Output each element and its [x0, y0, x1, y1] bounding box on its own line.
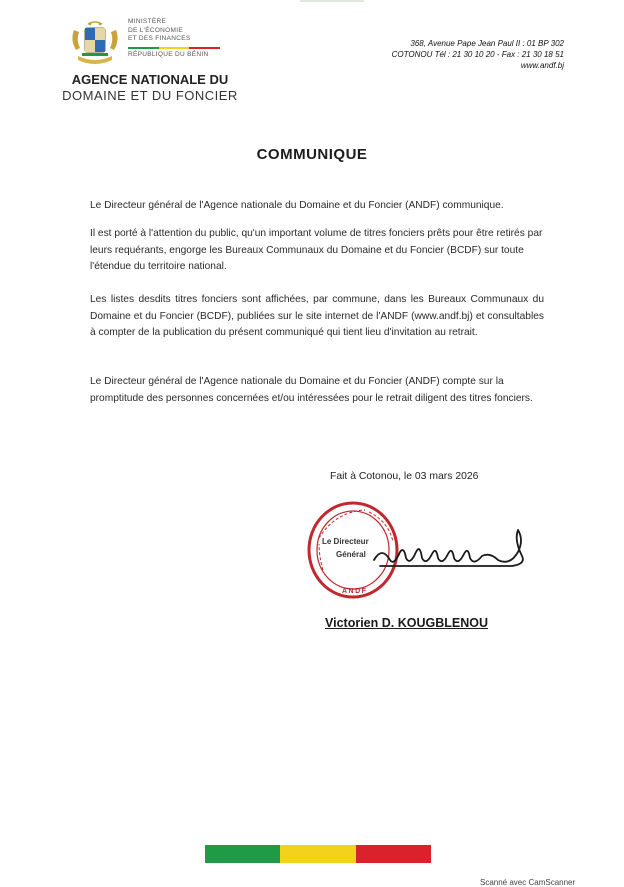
contact-block — [392, 38, 564, 71]
paragraph-3: Les listes desdits titres fonciers sont affichées, par commune, dans les Bureaux Communaux du Domaine et du Foncier (BCDF), publiées sur le site internet de l'ANDF (www.andf.bj) et consultables à compter de la publication du présent communiqué qui tient lieu d'invitation au retrait. — [90, 294, 544, 338]
website-label: www.andf.bj — [520, 61, 564, 70]
benin-coat-of-arms-icon — [68, 20, 122, 68]
flag-red-band — [356, 845, 431, 863]
ministry-flag-line — [128, 47, 220, 49]
flag-yellow-band — [280, 845, 355, 863]
agency-name-line-2: DOMAINE ET DU FONCIER — [62, 88, 238, 103]
republic-label: RÉPUBLIQUE DU BÉNIN — [128, 50, 209, 58]
paragraph-4: Le Directeur général de l'Agence nationale du Domaine et du Foncier (ANDF) compte sur la promptitude des personnes concernées et/ou intéressées pour le retrait diligent des titres fonciers. — [90, 376, 533, 404]
scanner-watermark: Scanné avec CamScanner — [480, 878, 576, 887]
stamp-label-2: Général — [336, 550, 366, 559]
paragraph-2: Il est porté à l'attention du public, qu'un important volume de titres fonciers prêts pour être retirés par leurs requérants, engorge les Bureaux Communaux du Domaine et du Foncier (BCDF) sur toute l'étendue du territoire national. — [90, 228, 543, 272]
handwritten-signature-icon — [372, 526, 532, 574]
benin-flag-bar — [205, 845, 431, 863]
flag-green-band — [205, 845, 280, 863]
date-place-line: Fait à Cotonou, le 03 mars 2026 — [330, 471, 479, 482]
address-line-1: 368, Avenue Pape Jean Paul II : 01 BP 302 — [410, 39, 564, 48]
scan-edge-mark — [300, 0, 364, 2]
agency-name — [60, 72, 240, 104]
stamp-label-1: Le Directeur — [322, 537, 369, 546]
ministry-line-2: DE L'ÉCONOMIE — [128, 26, 183, 34]
address-line-2: COTONOU Tél : 21 30 10 20 - Fax : 21 30 18 51 — [391, 50, 564, 59]
document-title: COMMUNIQUE — [256, 146, 368, 163]
agency-name-line-1: AGENCE NATIONALE DU — [71, 72, 229, 87]
ministry-block — [128, 18, 220, 59]
paragraph-1: Le Directeur général de l'Agence nationale du Domaine et du Foncier (ANDF) communique. — [90, 200, 504, 211]
ministry-line-1: MINISTÈRE — [128, 18, 167, 25]
signatory-name: Victorien D. KOUGBLENOU — [325, 616, 488, 630]
ministry-line-3: ET DES FINANCES — [128, 35, 191, 42]
stamp-ring-text: ANDF — [342, 588, 368, 595]
